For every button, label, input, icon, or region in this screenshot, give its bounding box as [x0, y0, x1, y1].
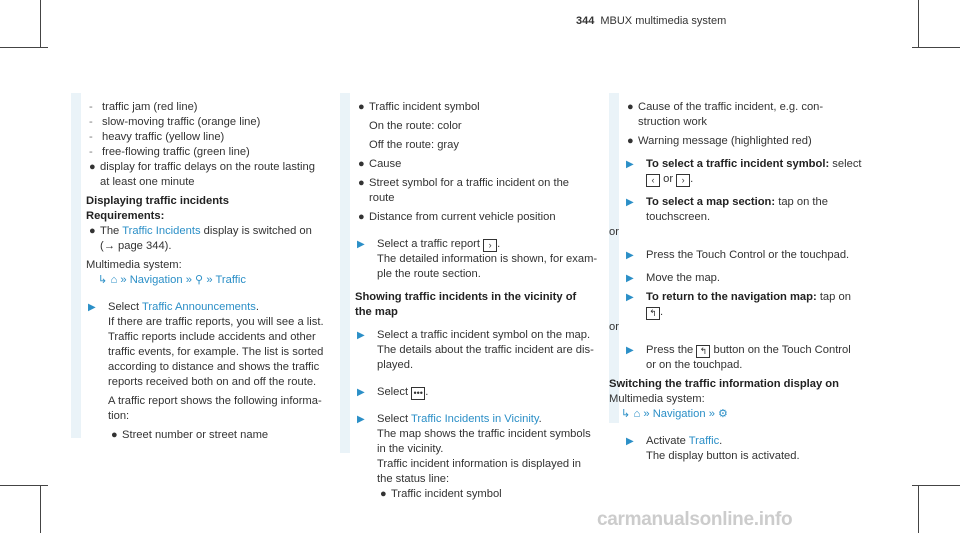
sidebar-bar — [71, 93, 81, 438]
step-arrow-icon: ▶ — [357, 414, 365, 425]
list-item — [355, 100, 600, 153]
traffic-incidents-vicinity-link[interactable]: Traffic Incidents in Vicinity — [411, 413, 539, 425]
text-line: tion: — [108, 410, 130, 422]
list-item — [624, 100, 869, 130]
step-arrow-icon: ▶ — [626, 436, 634, 447]
text: Activate — [646, 435, 686, 447]
text-line: ple the route section. — [377, 268, 481, 280]
instruction-step — [624, 271, 869, 286]
chevron-icon: » — [120, 274, 127, 286]
instruction-step: ▶ Select Traffic Incidents in Vicinity. The map shows the traffic incident symbols in the vicinity. Traffic incident information is displayed in the status line: ● Traffic incident symbol — [355, 412, 600, 502]
sidebar-bar — [340, 93, 350, 453]
list-item — [355, 176, 600, 206]
list-item — [624, 134, 869, 149]
text: or — [663, 173, 674, 185]
watermark: carmanualsonline.info — [597, 509, 793, 530]
text-line: or on the touchpad. — [646, 359, 743, 371]
header-title: MBUX multimedia system — [600, 15, 727, 27]
instruction-step — [624, 343, 869, 373]
bullet-icon: ● — [358, 101, 365, 113]
instruction-step — [624, 248, 869, 263]
text-line: Select a traffic incident symbol on the map. — [377, 329, 591, 341]
text-line: Warning message (highlighted red) — [638, 135, 812, 147]
more-options-icon[interactable]: ••• — [411, 387, 425, 400]
multimedia-label: Multimedia system: — [609, 393, 705, 405]
list-item — [355, 157, 600, 172]
text-line: touchscreen. — [646, 211, 711, 223]
text: Select — [108, 301, 140, 313]
bullet-icon: ● — [627, 135, 634, 147]
bullet-icon: ● — [380, 488, 387, 500]
traffic-link[interactable]: Traffic — [688, 435, 720, 447]
menu-path — [609, 407, 869, 422]
chevron-right-icon[interactable]: › — [676, 174, 690, 187]
section-heading: Switching the traffic information display on — [609, 378, 839, 390]
step-arrow-icon: ▶ — [626, 250, 634, 261]
text-line: The display button is activated. — [646, 450, 800, 462]
instruction-step: ▶ To select a traffic incident symbol: select ‹ or › . — [626, 158, 862, 185]
or-text: or — [609, 226, 619, 238]
bullet-icon: ● — [358, 177, 365, 189]
crop-mark — [0, 47, 48, 48]
menu-path — [86, 273, 331, 288]
text-line: according to distance and shows the traffic — [108, 361, 320, 373]
text: Press the — [646, 344, 694, 356]
instruction-step — [355, 328, 600, 373]
step-arrow-icon: ▶ — [357, 330, 365, 341]
settings-gear-icon[interactable]: ⚙ — [718, 408, 729, 420]
text: button on the Touch Control — [713, 344, 851, 356]
instruction-step: ▶ Activate Traffic. The display button is activated. — [624, 434, 869, 464]
text-line: Street number or street name — [122, 429, 269, 441]
text-line: The details about the traffic incident are dis- — [377, 344, 594, 356]
text: To return to the navigation map: — [646, 291, 817, 303]
list-item — [86, 160, 331, 190]
list-item — [108, 428, 331, 443]
bullet-icon: ● — [627, 101, 634, 113]
text-line: display for traffic delays on the route lasting — [100, 161, 315, 173]
step-arrow-icon: ▶ — [626, 273, 634, 284]
step-arrow-icon: ▶ — [626, 292, 634, 303]
text-line: Traffic reports include accidents and other — [108, 331, 316, 343]
step-arrow-icon: ▶ — [88, 302, 96, 313]
text-line: The detailed information is shown, for exam- — [377, 253, 598, 265]
text: Select — [377, 413, 409, 425]
text-line: Traffic incident symbol — [391, 488, 502, 500]
section-heading: Showing traffic incidents in the vicinity of — [355, 291, 577, 303]
traffic-settings-icon: ⚲ — [195, 274, 204, 286]
text-line: Cause of the traffic incident, e.g. con- — [638, 101, 824, 113]
text: Select — [377, 386, 409, 398]
step-arrow-icon: ▶ — [357, 239, 365, 250]
text-line: played. — [377, 359, 414, 371]
instruction-step: ▶ Select ••• . — [357, 386, 429, 398]
chevron-icon: » — [206, 274, 213, 286]
text-line: traffic events, for example. The list is sorted — [108, 346, 324, 358]
text: . — [255, 301, 259, 313]
chevron-right-icon[interactable]: › — [483, 239, 497, 252]
list-item — [355, 210, 600, 225]
text-line: A traffic report shows the following informa- — [108, 395, 322, 407]
column-3 — [609, 100, 869, 464]
home-icon: ⌂ — [110, 274, 118, 286]
text-line: Press the Touch Control or the touchpad. — [646, 249, 850, 261]
text-line: Distance from current vehicle position — [369, 211, 556, 223]
section-heading: Displaying traffic incidents — [86, 195, 229, 207]
text: To select a traffic incident symbol: — [646, 158, 830, 170]
list-item — [377, 487, 600, 502]
multimedia-label: Multimedia system: — [86, 259, 182, 271]
list-item: - heavy traffic (yellow line) — [86, 130, 331, 145]
text-line: Move the map. — [646, 272, 720, 284]
text-line: Street symbol for a traffic incident on the — [369, 177, 570, 189]
page-header — [576, 15, 726, 27]
home-icon: ⌂ — [633, 408, 641, 420]
step-arrow-icon: ▶ — [626, 345, 634, 356]
crop-mark — [40, 0, 41, 48]
text-line: Cause — [369, 158, 402, 170]
text-line: On the route: color — [369, 120, 462, 132]
traffic-announcements-link[interactable]: Traffic Announcements — [142, 301, 256, 313]
text-line: Off the route: gray — [369, 139, 459, 151]
section-heading: the map — [355, 306, 398, 318]
chevron-icon: » — [708, 408, 715, 420]
text-line: Traffic incident symbol — [369, 101, 480, 113]
chevron-left-icon[interactable]: ‹ — [646, 174, 660, 187]
back-arrow-icon[interactable]: ↰ — [646, 307, 660, 320]
crop-mark — [40, 485, 41, 533]
path-arrow-icon: ↳ — [621, 408, 631, 420]
step-arrow-icon: ▶ — [626, 159, 634, 170]
list-item: - traffic jam (red line) — [86, 100, 331, 115]
text: select — [832, 158, 862, 170]
traffic-link[interactable]: Traffic — [215, 274, 246, 286]
column-2 — [355, 100, 600, 502]
path-arrow-icon: ↳ — [98, 274, 108, 286]
text-line: The map shows the traffic incident symbols — [377, 428, 591, 440]
bullet-icon: ● — [111, 429, 118, 441]
navigation-link[interactable]: Navigation — [652, 408, 706, 420]
text: tap on — [819, 291, 851, 303]
or-text: or — [609, 321, 619, 333]
crop-mark — [918, 485, 919, 533]
text-line: route — [369, 192, 395, 204]
text-line: the status line: — [377, 473, 450, 485]
step-arrow-icon: ▶ — [626, 197, 634, 208]
crop-mark — [0, 485, 48, 486]
crop-mark — [918, 0, 919, 48]
back-arrow-icon[interactable]: ↰ — [696, 345, 710, 358]
chevron-icon: » — [643, 408, 650, 420]
text: Select a traffic report — [377, 238, 481, 250]
text-line: at least one minute — [100, 176, 195, 188]
text-line: struction work — [638, 116, 708, 128]
crop-mark — [912, 485, 960, 486]
list-item: - slow-moving traffic (orange line) — [86, 115, 331, 130]
crop-mark — [912, 47, 960, 48]
page-ref-link[interactable]: (→ page 344). — [100, 240, 172, 252]
navigation-link[interactable]: Navigation — [129, 274, 183, 286]
bullet-icon: ● — [358, 158, 365, 170]
text-line: If there are traffic reports, you will see a list. — [108, 316, 324, 328]
text: display is switched on — [203, 225, 312, 237]
bullet-icon: ● — [358, 211, 365, 223]
text-line: reports received both on and off the route. — [108, 376, 317, 388]
bullet-icon: ● — [89, 225, 96, 237]
instruction-step: ▶ To return to the navigation map: tap on ↰ . — [626, 291, 851, 318]
sidebar-bar — [609, 93, 619, 423]
bullet-icon: ● — [89, 161, 96, 173]
list-item: - free-flowing traffic (green line) — [86, 145, 331, 160]
text: The — [100, 225, 120, 237]
instruction-step — [86, 300, 331, 443]
text-line: in the vicinity. — [377, 443, 444, 455]
page-number: 344 — [576, 15, 595, 27]
chevron-icon: » — [185, 274, 192, 286]
instruction-step: ▶ Select a traffic report › . The detailed information is shown, for exam- ple the route section. — [355, 237, 600, 282]
text: To select a map section: — [646, 196, 776, 208]
list-item — [86, 224, 331, 254]
instruction-step — [624, 195, 869, 225]
traffic-incidents-link[interactable]: Traffic Incidents — [122, 225, 201, 237]
column-1 — [86, 100, 331, 443]
requirements-label: Requirements: — [86, 210, 165, 222]
step-arrow-icon: ▶ — [357, 387, 365, 398]
text-line: Traffic incident information is displayed in — [377, 458, 581, 470]
text: tap on the — [778, 196, 828, 208]
